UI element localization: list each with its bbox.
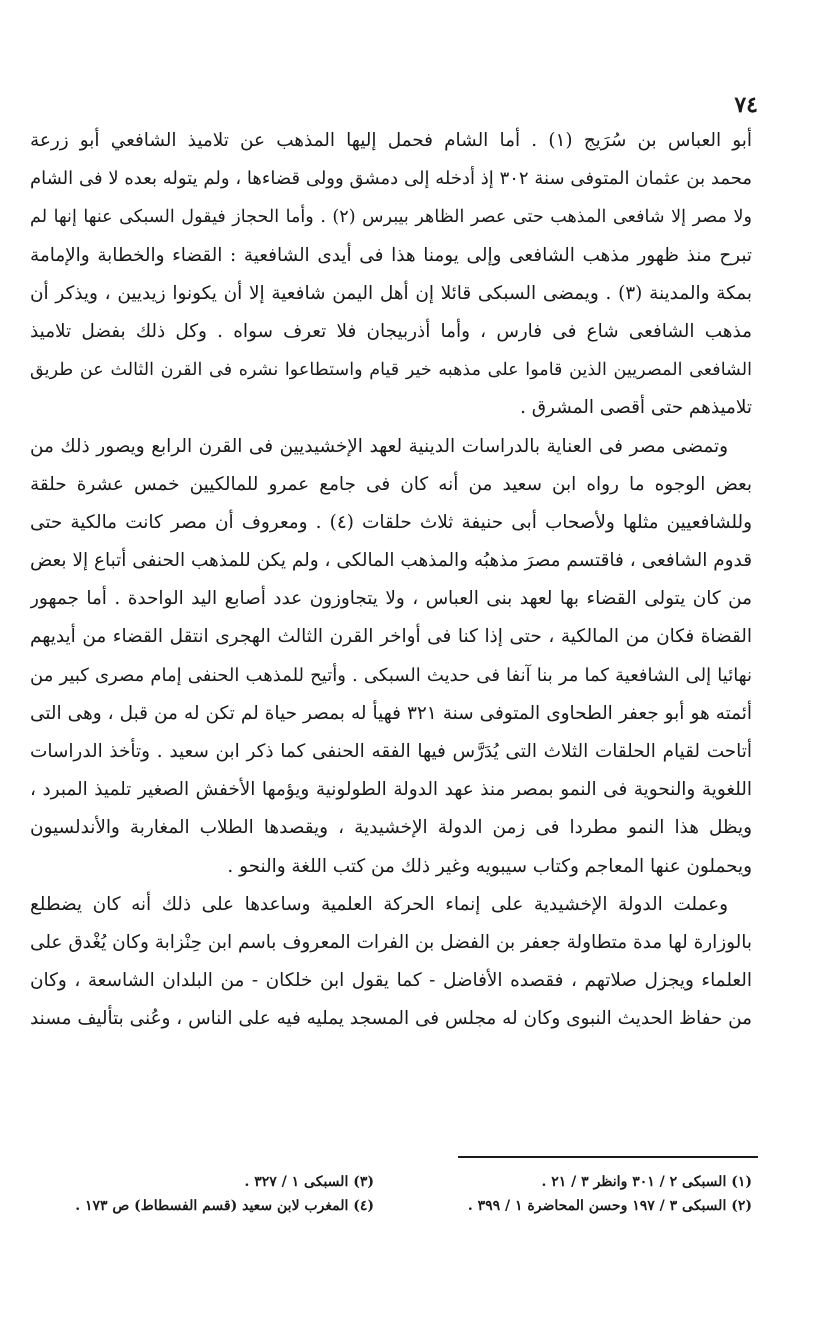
text-line: من كان يتولى القضاء بها لعهد بنى العباس ، ولا يتجاوزون عدد أصابع اليد الواحدة . أما جمهور	[30, 588, 752, 610]
body-text	[30, 122, 752, 1039]
text-line: محمد بن عثمان المتوفى سنة ٣٠٢ إذ أدخله إلى دمشق وولى قضاءها ، ولم يتوله بعده لا فى الشام	[30, 168, 752, 190]
text-line: أبو العباس بن سُرَيج (١) . أما الشام فحمل إليها المذهب عن تلاميذ الشافعي أبو زرعة	[30, 130, 752, 151]
text-line: تبرح منذ ظهور مذهب الشافعى وإلى يومنا هذا فى أيدى الشافعية : القضاء والخطابة والإمامة	[30, 244, 752, 266]
text-line: بمكة والمدينة (٣) . ويمضى السبكى قائلا إن أهل اليمن شافعية إلا أن يكونوا زيديين ، ويذكر أن	[30, 282, 752, 304]
text-line: مذهب الشافعى شاع فى فارس ، وأما أذربيجان فلا تعرف سواه . وكل ذلك بفضل تلاميذ	[30, 320, 752, 342]
footnote: (١) السبكى ٢ / ٣٠١ وانظر ٣ / ٢١ .	[541, 1174, 752, 1190]
text-line: وللشافعيين مثلها ولأصحاب أبى حنيفة ثلاث حلقات (٤) . ومعروف أن مصر كانت مالكية حتى	[30, 511, 752, 533]
text-line: تلاميذهم حتى أقصى المشرق .	[520, 397, 752, 419]
page-number: ٧٤	[734, 92, 758, 118]
text-line: ولا مصر إلا شافعى المذهب حتى عصر الظاهر بيبرس (٢) . وأما الحجاز فيقول السبكى عنها إنها لم	[30, 207, 752, 228]
text-line: ويحملون عنها المعاجم وكتاب سيبويه وغير ذلك من كتب اللغة والنحو .	[227, 855, 752, 877]
footnote: (٢) السبكى ٣ / ١٩٧ وحسن المحاضرة ١ / ٣٩٩ .	[467, 1198, 752, 1214]
text-line: اللغوية والنحوية فى النمو بمصر منذ عهد الدولة الطولونية ويؤمها الأخفش الصغير تلميذ المبرد ،	[30, 779, 752, 801]
footnote: (٤) المغرب لابن سعيد (قسم الفسطاط) ص ١٧٣ .	[75, 1198, 374, 1214]
text-line: أئمته هو أبو جعفر الطحاوى المتوفى سنة ٣٢١ فهيأ له بمصر حياة لم تكن له من قبل ، وهى التى	[30, 702, 752, 724]
text-line: الشافعى المصريين الذين قاموا على مذهبه خير قيام واستطاعوا نشره فى القرن الثالث عن طريق	[30, 360, 752, 381]
text-line: القضاة فكان من المالكية ، حتى إذا كنا فى أواخر القرن الثالث الهجرى انتقل القضاء من أيديهم	[30, 626, 752, 648]
text-line: من حفاظ الحديث النبوى وكان له مجلس فى المسجد يمليه فيه على الناس ، وعُنى بتأليف مسند	[30, 1008, 752, 1030]
text-line: ويظل هذا النمو مطردا فى زمن الدولة الإخشيدية ، ويقصدها الطلاب المغاربة والأندلسيون	[30, 817, 752, 839]
text-line: بعض الوجوه ما رواه ابن سعيد من أنه كان فى جامع عمرو للمالكيين خمس عشرة حلقة	[30, 473, 752, 495]
footnote: (٣) السبكى ١ / ٣٢٧ .	[244, 1174, 374, 1190]
footnote-divider	[458, 1156, 758, 1158]
text-line: نهائيا إلى الشافعية كما مر بنا آنفا فى حديث السبكى . وأتيح للمذهب الحنفى إمام مصرى كبير من	[30, 664, 752, 686]
text-line: بالوزارة لها مدة متطاولة جعفر بن الفضل بن الفرات المعروف باسم ابن حِنْزابة وكان يُغْدق على	[30, 931, 752, 953]
footnotes-column-right	[397, 1170, 752, 1218]
text-line: أتاحت لقيام الحلقات الثلاث التى يُدَرَّس فيها الفقه الحنفى كما ذكر ابن سعيد . وتأخذ الدراسات	[30, 741, 752, 762]
text-line: قدوم الشافعى ، فاقتسم مصرَ مذهبُه والمذهب المالكى ، ولم يكن للمذهب الحنفى أتباع إلا بعض	[30, 550, 752, 572]
text-line: وتمضى مصر فى العناية بالدراسات الدينية لعهد الإخشيديين فى القرن الرابع ويصور ذلك من	[30, 435, 728, 457]
text-line: العلماء ويجزل صلاتهم ، فقصده الأفاضل - كما يقول ابن خلكان - من البلدان الشاسعة ، وكان	[30, 970, 752, 992]
footnotes-column-left	[19, 1170, 374, 1218]
text-line: وعملت الدولة الإخشيدية على إنماء الحركة العلمية وساعدها على ذلك أنه كان يضطلع	[30, 893, 728, 915]
